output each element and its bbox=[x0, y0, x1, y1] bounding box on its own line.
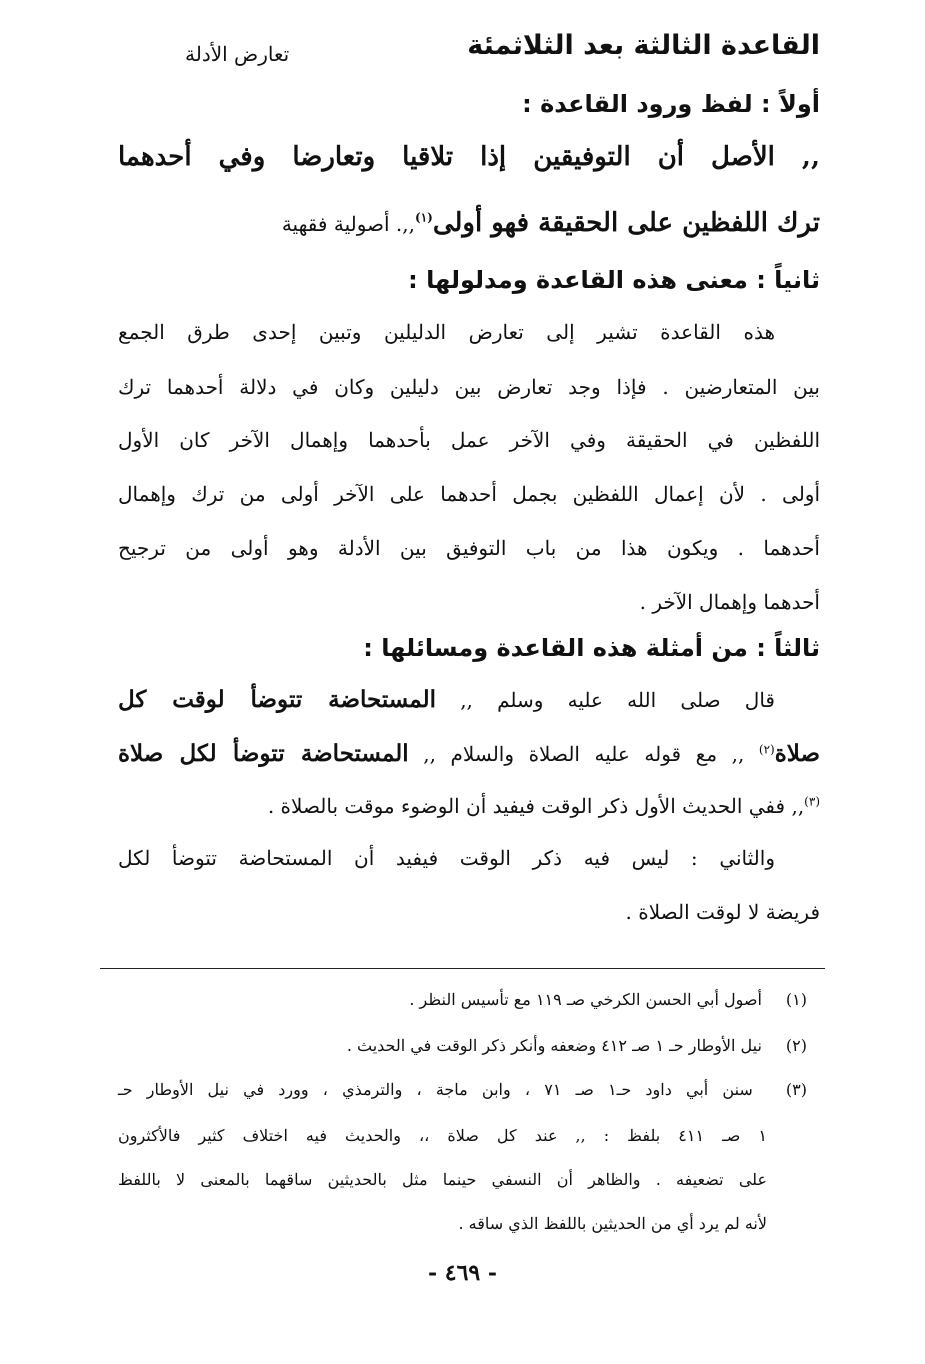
chapter-title: القاعدة الثالثة بعد الثلاثمئة bbox=[467, 30, 820, 61]
page-header bbox=[100, 30, 820, 80]
example-connector: ,, مع قوله عليه الصلاة والسلام ,, bbox=[423, 742, 745, 766]
example-line-5: فريضة لا لوقت الصلاة . bbox=[625, 900, 820, 924]
footnote-2 bbox=[347, 1036, 807, 1055]
second-heading: ثانياً : معنى هذه القاعدة ومدلولها : bbox=[408, 266, 820, 294]
hadith-quote-1: المستحاضة تتوضأ لوقت كل bbox=[118, 686, 436, 713]
first-heading: أولاً : لفظ ورود القاعدة : bbox=[522, 90, 820, 118]
footnote-3-line-3: على تضعيفه . والظاهر أن النسفي حينما مثل بالحديثين ساقهما بالمعنى لا باللفظ bbox=[118, 1170, 767, 1189]
meaning-line-2: بين المتعارضين . فإذا وجد تعارض بين دليلين وكان في دلالة أحدهما ترك bbox=[118, 375, 820, 399]
footnote-number: (١) bbox=[785, 990, 807, 1009]
footnote-text: نيل الأوطار حـ ١ صـ ٤١٢ وضعفه وأنكر ذكر الوقت في الحديث . bbox=[346, 1036, 762, 1055]
section-title: تعارض الأدلة bbox=[185, 42, 290, 66]
footnote-separator bbox=[100, 968, 825, 969]
footnote-number: (٢) bbox=[785, 1036, 807, 1055]
footnote-ref-2: (٢) bbox=[758, 742, 775, 757]
meaning-line-4: أولى . لأن إعمال اللفظين بجمل أحدهما على الآخر أولى من ترك وإهمال bbox=[118, 482, 820, 506]
example-line-3 bbox=[268, 794, 820, 818]
hadith-quote-1-end: صلاة bbox=[774, 740, 821, 767]
example-line-2 bbox=[118, 740, 820, 767]
page-number: - ٤٦٩ - bbox=[427, 1260, 498, 1286]
third-heading: ثالثاً : من أمثلة هذه القاعدة ومسائلها : bbox=[363, 634, 820, 662]
footnote-3-line-1 bbox=[118, 1080, 807, 1099]
example-line-1 bbox=[118, 686, 775, 713]
meaning-line-1: هذه القاعدة تشير إلى تعارض الدليلين وتبين إحدى طرق الجمع bbox=[118, 320, 775, 344]
rule-text: ترك اللفظين على الحقيقة فهو أولى bbox=[432, 208, 820, 238]
footnote-text: سنن أبي داود حـ١ صـ ٧١ ، وابن ماجة ، والترمذي ، وورد في نيل الأوطار حـ bbox=[118, 1080, 753, 1099]
footnote-text: أصول أبي الحسن الكرخي صـ ١١٩ مع تأسيس النظر . bbox=[409, 990, 762, 1009]
footnote-ref-3: (٣) bbox=[804, 794, 820, 809]
footnote-3-line-2: ١ صـ ٤١١ بلفظ : ,, عند كل صلاة ،، والحديث فيه اختلاف كثير فالأكثرون bbox=[118, 1126, 768, 1145]
footnote-number: (٣) bbox=[785, 1080, 808, 1099]
footnote-1 bbox=[409, 990, 807, 1009]
meaning-line-6: أحدهما وإهمال الآخر . bbox=[639, 590, 820, 614]
rule-text-line-1: ,, الأصل أن التوفيقين إذا تلاقيا وتعارضا وفي أحدهما bbox=[118, 142, 820, 172]
example-line-3-text: ,, ففي الحديث الأول ذكر الوقت فيفيد أن الوضوء موقت بالصلاة . bbox=[267, 794, 805, 818]
example-line-4: والثاني : ليس فيه ذكر الوقت فيفيد أن المستحاضة تتوضأ لكل bbox=[118, 846, 775, 870]
footnote-3-line-4: لأنه لم يرد أي من الحديثين باللفظ الذي ساقه . bbox=[458, 1214, 767, 1233]
example-intro: قال صلى الله عليه وسلم ,, bbox=[460, 688, 775, 712]
meaning-line-3: اللفظين في الحقيقة وفي الآخر عمل بأحدهما وإهمال الآخر كان الأول bbox=[118, 428, 820, 452]
rule-classification: ,,. أصولية فقهية bbox=[281, 212, 415, 236]
rule-text-line-2 bbox=[282, 208, 820, 238]
hadith-quote-2: المستحاضة تتوضأ لكل صلاة bbox=[118, 740, 409, 767]
footnote-ref-1: (١) bbox=[415, 210, 433, 225]
meaning-line-5: أحدهما . ويكون هذا من باب التوفيق بين الأدلة وهو أولى من ترجيح bbox=[118, 536, 820, 560]
